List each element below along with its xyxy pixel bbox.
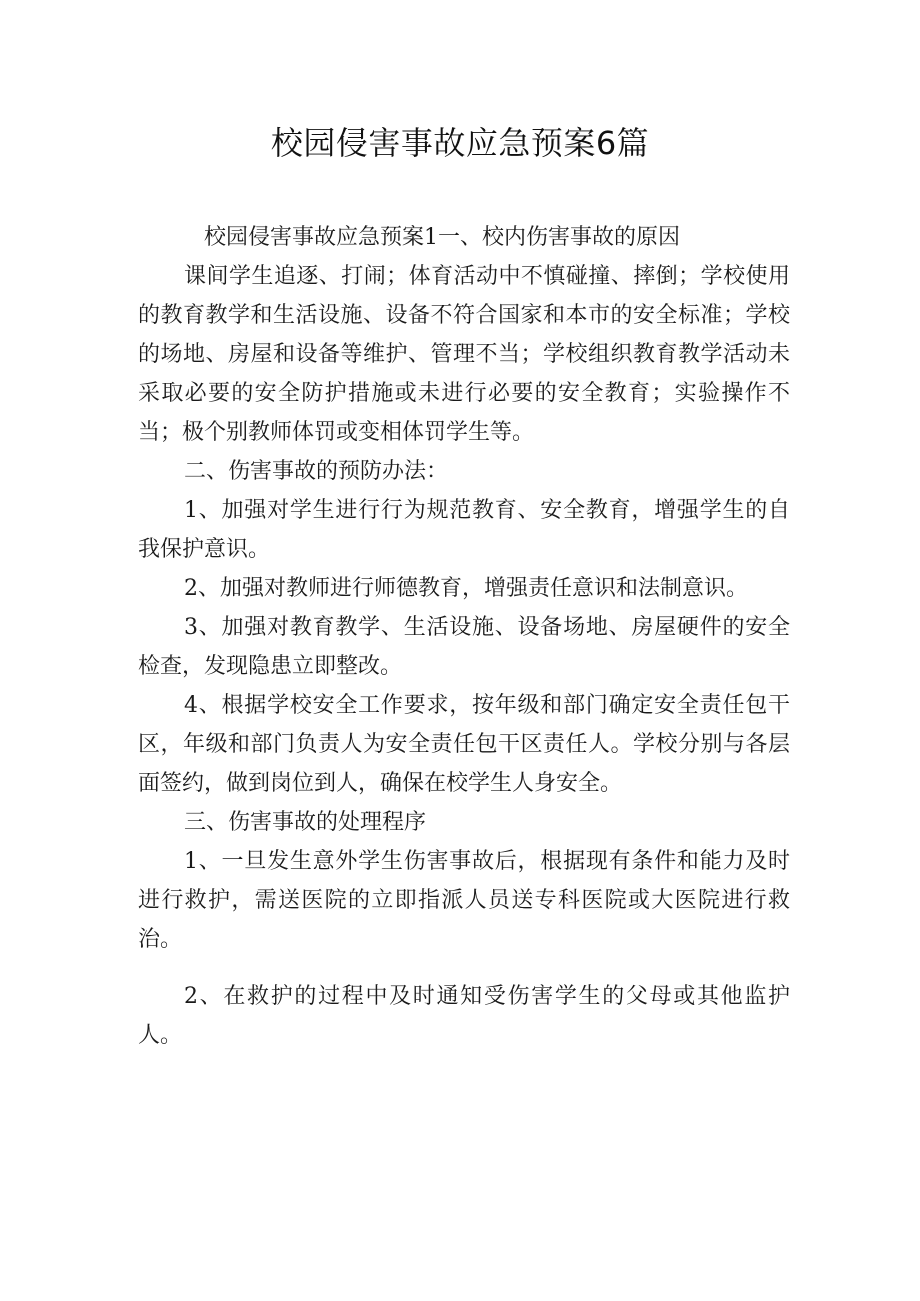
heading-procedure: 三、伤害事故的处理程序 xyxy=(184,810,427,835)
paragraph-prevention-3: 3、加强对教育教学、生活设施、设备场地、房屋硬件的安全检查，发现隐患立即整改。 xyxy=(138,615,790,679)
paragraph-prevention-2: 2、加强对教师进行师德教育，增强责任意识和法制意识。 xyxy=(184,576,748,601)
document-title: 校园侵害事故应急预案6篇 xyxy=(270,124,650,162)
paragraph-procedure-1: 1、一旦发生意外学生伤害事故后，根据现有条件和能力及时进行救护，需送医院的立即指派人员送专科医院或大医院进行救治。 xyxy=(138,849,790,952)
document-body xyxy=(138,257,790,1055)
paragraph-prevention-1: 1、加强对学生进行行为规范教育、安全教育，增强学生的自我保护意识。 xyxy=(138,498,790,562)
paragraph-causes: 课间学生追逐、打闹；体育活动中不慎碰撞、摔倒；学校使用的教育教学和生活设施、设备不符合国家和本市的安全标准；学校的场地、房屋和设备等维护、管理不当；学校组织教育教学活动未采取必要的安全防护措施或未进行必要的安全教育；实验操作不当；极个别教师体罚或变相体罚学生等。 xyxy=(138,264,790,445)
paragraph-procedure-2: 2、在救护的过程中及时通知受伤害学生的父母或其他监护人。 xyxy=(138,984,790,1048)
paragraph-prevention-4: 4、根据学校安全工作要求，按年级和部门确定安全责任包干区，年级和部门负责人为安全责任包干区责任人。学校分别与各层面签约，做到岗位到人，确保在校学生人身安全。 xyxy=(138,693,790,796)
heading-prevention: 二、伤害事故的预防办法： xyxy=(184,459,449,484)
intro-line: 校园侵害事故应急预案1一、校内伤害事故的原因 xyxy=(204,225,680,250)
